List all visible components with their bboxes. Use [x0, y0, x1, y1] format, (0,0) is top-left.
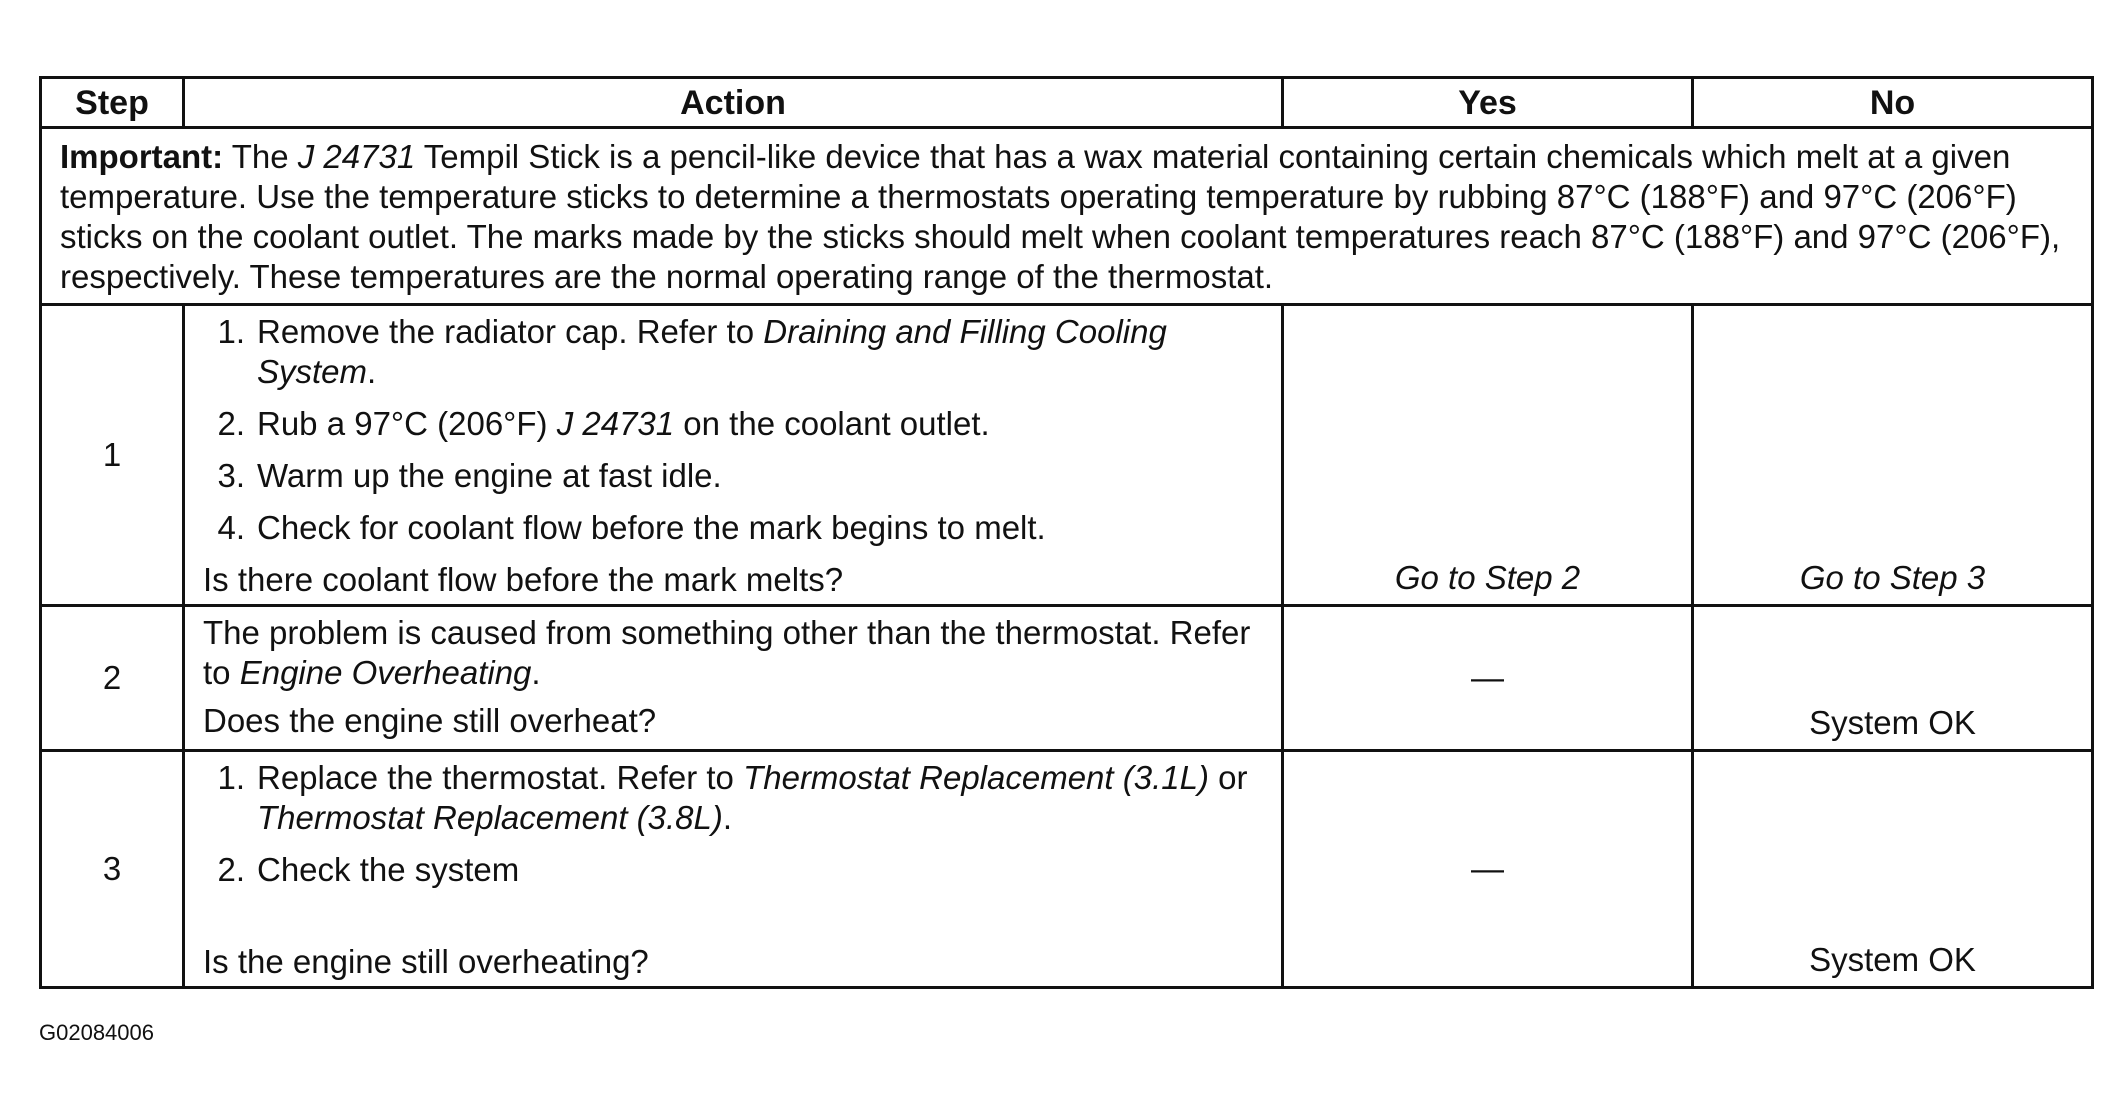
action-text-b: . — [531, 654, 541, 691]
procedure-reference-link[interactable]: Engine Overheating — [239, 654, 532, 691]
yes-go-to-step-link[interactable]: Go to Step 2 — [1394, 559, 1581, 596]
important-tool-ref: J 24731 — [297, 138, 416, 175]
table-row-step-3 — [41, 751, 2093, 988]
list-item-text — [257, 758, 1271, 838]
list-item — [203, 758, 1271, 838]
action-text — [203, 613, 1271, 693]
table-row-step-1 — [41, 305, 2093, 606]
yes-cell — [1283, 751, 1693, 988]
action-steps-list — [203, 312, 1271, 548]
step-number: 3 — [41, 751, 184, 988]
list-item-text — [257, 312, 1271, 392]
list-item-number: 3. — [217, 457, 245, 494]
list-item-number: 2. — [217, 851, 245, 888]
list-item — [203, 456, 1271, 496]
no-result-text: System OK — [1809, 941, 1976, 978]
action-cell — [184, 751, 1283, 988]
list-item-number: 4. — [217, 509, 245, 546]
procedure-reference-link[interactable]: Draining and Filling Cooling System — [257, 313, 1167, 390]
action-text-a: The problem is caused from something other than the thermostat. Refer to — [203, 614, 1251, 691]
list-item-text — [257, 404, 1271, 444]
diagnostic-table-wrapper — [39, 76, 2091, 989]
list-item-number: 1. — [217, 759, 245, 796]
list-item-text-b: or — [1208, 759, 1248, 796]
list-item — [203, 508, 1271, 548]
header-row — [41, 78, 2093, 128]
list-item-number: 1. — [217, 313, 245, 350]
list-item-number: 2. — [217, 405, 245, 442]
header-step: Step — [41, 78, 184, 128]
step-question: Is there coolant flow before the mark melts? — [203, 561, 844, 598]
no-cell — [1693, 751, 2093, 988]
important-note — [41, 128, 2093, 305]
list-item-text: Check the system — [257, 851, 520, 888]
action-cell — [184, 606, 1283, 751]
table-row-step-2 — [41, 606, 2093, 751]
list-item-text-c: . — [722, 799, 733, 836]
list-item-text-a: Rub a 97°C (206°F) — [257, 405, 557, 442]
action-cell — [184, 305, 1283, 606]
yes-not-applicable-dash: — — [1471, 850, 1504, 887]
list-item-text-a: Replace the thermostat. Refer to — [257, 759, 744, 796]
no-go-to-step-link[interactable]: Go to Step 3 — [1799, 559, 1986, 596]
list-item-text: Check for coolant flow before the mark begins to melt. — [257, 509, 1046, 546]
important-text-1: The — [223, 138, 298, 175]
no-cell — [1693, 606, 2093, 751]
header-yes: Yes — [1283, 78, 1693, 128]
no-result-text: System OK — [1809, 704, 1976, 741]
list-item-text-b: . — [367, 353, 377, 390]
diagnostic-table — [39, 76, 2094, 989]
yes-not-applicable-dash: — — [1471, 659, 1504, 696]
step-question: Does the engine still overheat? — [203, 702, 657, 739]
list-item — [203, 404, 1271, 444]
no-cell — [1693, 305, 2093, 606]
step-question: Is the engine still overheating? — [203, 943, 649, 980]
header-no: No — [1693, 78, 2093, 128]
list-item — [203, 312, 1271, 392]
header-action: Action — [184, 78, 1283, 128]
important-text-2: Tempil Stick is a pencil-like device that has a wax material containing certain chemicals which melt at a given temperature. Use the temperature sticks to determine a thermostats operating temperature by rubbing 87°C (188°F) and 97°C (206°F) sticks on the coolant outlet. The marks made by the sticks should melt when coolant temperatures reach 87°C (188°F) and 97°C (206°F), respectively. These temperatures are the normal operating range of the thermostat. — [60, 138, 2061, 295]
list-item-text: Warm up the engine at fast idle. — [257, 457, 722, 494]
list-item-text-a: Remove the radiator cap. Refer to — [257, 313, 764, 350]
step-number: 1 — [41, 305, 184, 606]
list-item-text-b: on the coolant outlet. — [674, 405, 990, 442]
important-label: Important: — [60, 138, 224, 175]
important-row — [41, 128, 2093, 305]
list-item — [203, 850, 1271, 890]
figure-id-caption: G02084006 — [39, 1020, 154, 1045]
tool-reference: J 24731 — [556, 405, 675, 442]
yes-cell — [1283, 606, 1693, 751]
step-number: 2 — [41, 606, 184, 751]
action-steps-list — [203, 758, 1271, 890]
procedure-reference-link[interactable]: Thermostat Replacement (3.1L) — [743, 759, 1209, 796]
yes-cell — [1283, 305, 1693, 606]
procedure-reference-link[interactable]: Thermostat Replacement (3.8L) — [257, 799, 723, 836]
